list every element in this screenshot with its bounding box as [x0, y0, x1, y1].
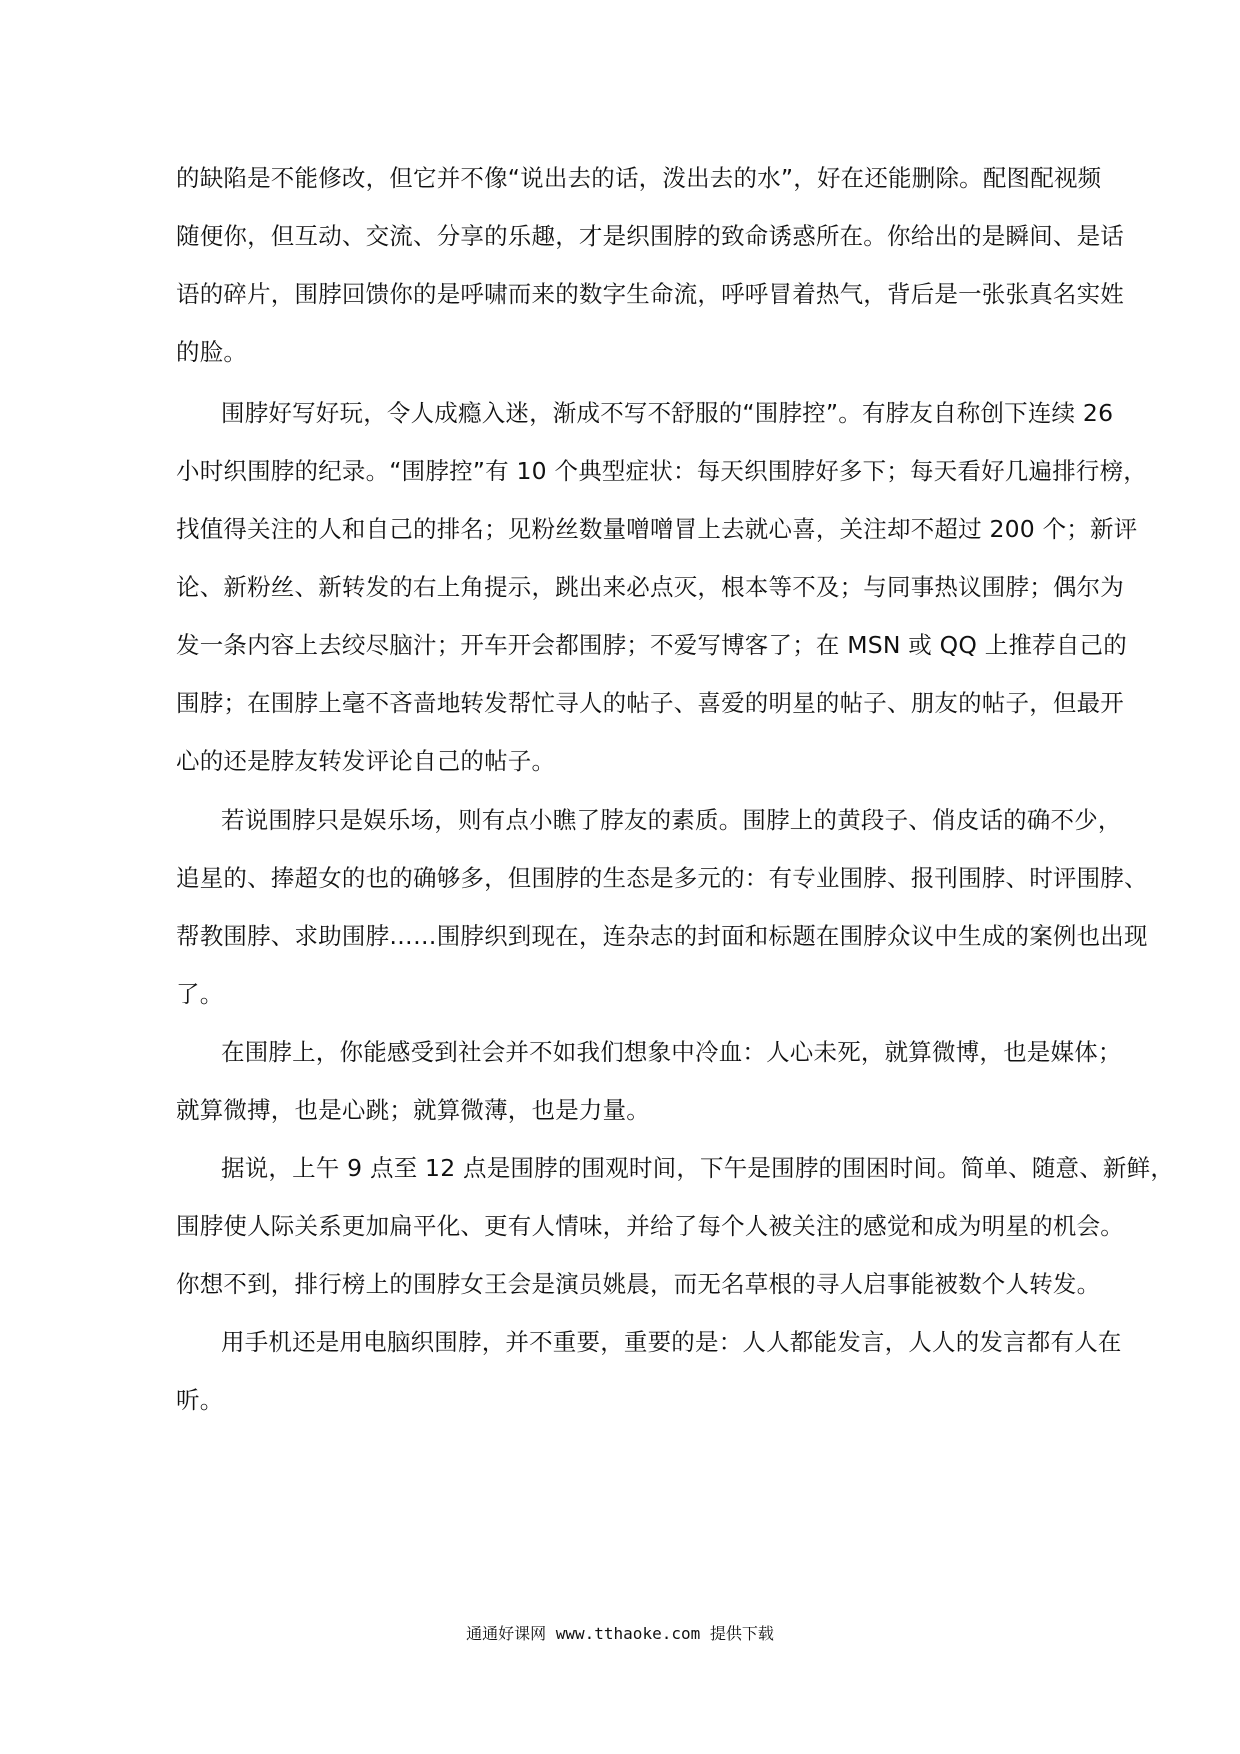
text-line: 小时织围脖的纪录。“围脖控”有 10 个典型症状：每天织围脖好多下；每天看好几遍排行榜，: [176, 457, 1147, 485]
text-line: 发一条内容上去绞尽脑汁；开车开会都围脖；不爱写博客了；在 MSN 或 QQ 上推荐自己的: [176, 631, 1127, 659]
text-line: 据说，上午 9 点至 12 点是围脖的围观时间，下午是围脖的围困时间。简单、随意、新鲜，: [221, 1154, 1175, 1182]
page-footer: 通通好课网 www.tthaoke.com 提供下载: [466, 1624, 774, 1643]
text-line: 了。: [176, 980, 224, 1008]
text-line: 听。: [176, 1386, 224, 1414]
text-line: 的脸。: [176, 338, 248, 366]
text-line: 你想不到，排行榜上的围脖女王会是演员姚晨，而无名草根的寻人启事能被数个人转发。: [176, 1270, 1101, 1298]
text-line: 帮教围脖、求助围脖……围脖织到现在，连杂志的封面和标题在围脖众议中生成的案例也出现: [176, 922, 1148, 950]
text-line: 追星的、捧超女的也的确够多，但围脖的生态是多元的：有专业围脖、报刊围脖、时评围脖、: [176, 864, 1148, 892]
text-line: 论、新粉丝、新转发的右上角提示，跳出来必点灭，根本等不及；与同事热议围脖；偶尔为: [176, 573, 1124, 601]
text-line: 随便你，但互动、交流、分享的乐趣，才是织围脖的致命诱惑所在。你给出的是瞬间、是话: [176, 222, 1124, 250]
text-line: 语的碎片，围脖回馈你的是呼啸而来的数字生命流，呼呼冒着热气，背后是一张张真名实姓: [176, 280, 1124, 308]
text-line: 围脖好写好玩，令人成瘾入迷，渐成不写不舒服的“围脖控”。有脖友自称创下连续 26: [221, 399, 1114, 427]
text-line: 找值得关注的人和自己的排名；见粉丝数量噌噌冒上去就心喜，关注却不超过 200 个；新评: [176, 515, 1138, 543]
text-line: 围脖使人际关系更加扁平化、更有人情味，并给了每个人被关注的感觉和成为明星的机会。: [176, 1212, 1124, 1240]
text-line: 心的还是脖友转发评论自己的帖子。: [176, 747, 556, 775]
text-line: 围脖；在围脖上毫不吝啬地转发帮忙寻人的帖子、喜爱的明星的帖子、朋友的帖子，但最开: [176, 689, 1124, 717]
text-line: 若说围脖只是娱乐场，则有点小瞧了脖友的素质。围脖上的黄段子、俏皮话的确不少，: [221, 806, 1122, 834]
text-line: 就算微搏，也是心跳；就算微薄，也是力量。: [176, 1096, 650, 1124]
text-line: 在围脖上，你能感受到社会并不如我们想象中冷血：人心未死，就算微博，也是媒体；: [221, 1038, 1122, 1066]
text-line: 的缺陷是不能修改，但它并不像“说出去的话，泼出去的水”，好在还能删除。配图配视频: [176, 164, 1102, 192]
text-line: 用手机还是用电脑织围脖，并不重要，重要的是：人人都能发言，人人的发言都有人在: [221, 1328, 1122, 1356]
